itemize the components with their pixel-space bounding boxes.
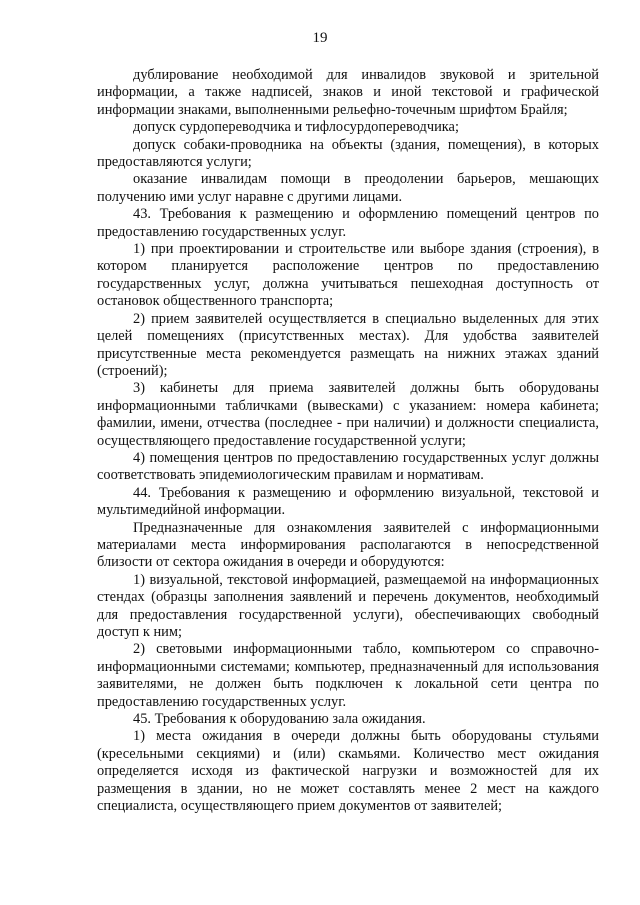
paragraph-43-1: 1) при проектировании и строительстве или выборе здания (строения), в котором планируется расположение центров по предоставлению государственных услуг, должна учитываться пешеходная доступность от остановок общественного транспорта; [97,241,599,310]
paragraph-guide-dog: допуск собаки-проводника на объекты (здания, помещения), в которых предоставляются услуги; [97,136,599,171]
page-number: 19 [312,30,328,46]
paragraph-item-44-heading: 44. Требования к размещению и оформлению визуальной, текстовой и мультимедийной информации. [97,484,599,519]
paragraph-barrier-assistance: оказание инвалидам помощи в преодолении барьеров, мешающих получению ими услуг наравне с другими лицами. [97,171,599,205]
paragraph-item-45-heading: 45. Требования к оборудованию зала ожидания. [133,711,426,728]
paragraph-44-intro: Предназначенные для ознакомления заявителей с информационными материалами места информирования располагаются в непосредственной близости от сектора ожидания в очереди и оборудуются: [97,519,599,571]
paragraph-43-4: 4) помещения центров по предоставлению государственных услуг должны соответствовать эпидемиологическим правилам и нормативам. [97,449,599,484]
document-body [97,67,599,815]
paragraph-43-3: 3) кабинеты для приема заявителей должны быть оборудованы информационными табличками (вывесками) с указанием: номера кабинета; фамилии, имени, отчества (последнее - при наличии) и должности специалиста, осуществляющего предоставление государственной услуги; [97,380,599,449]
paragraph-43-2: 2) прием заявителей осуществляется в специально выделенных для этих целей помещениях (присутственных местах). Для удобства заявителей присутственные места рекомендуется размещать на нижних этажах зданий (строений); [97,310,599,379]
paragraph-item-43-heading: 43. Требования к размещению и оформлению помещений центров по предоставлению государственных услуг. [97,206,599,240]
paragraph-44-2: 2) световыми информационными табло, компьютером со справочно-информационными системами; компьютер, предназначенный для использования заявителями, не должен быть подключен к локальной сети центра по предоставлению государственных услуг. [97,641,599,710]
paragraph-braille-duplication: дублирование необходимой для инвалидов звуковой и зрительной информации, а также надписей, знаков и иной текстовой и графической информации знаками, выполненными рельефно-точечным шрифтом Брайля; [97,67,599,118]
paragraph-sign-interpreter: допуск сурдопереводчика и тифлосурдопереводчика; [133,119,459,136]
paragraph-45-1: 1) места ожидания в очереди должны быть оборудованы стульями (кресельными секциями) и (или) скамьями. Количество мест ожидания определяется исходя из фактической нагрузки и возможностей для их размещения в здании, но не может составлять менее 2 мест на каждого специалиста, осуществляющего прием документов от заявителей; [97,728,599,815]
paragraph-44-1: 1) визуальной, текстовой информацией, размещаемой на информационных стендах (образцы заполнения заявлений и перечень документов, необходимый для предоставления государственной услуги), обеспечивающих свободный доступ к ним; [97,571,599,640]
